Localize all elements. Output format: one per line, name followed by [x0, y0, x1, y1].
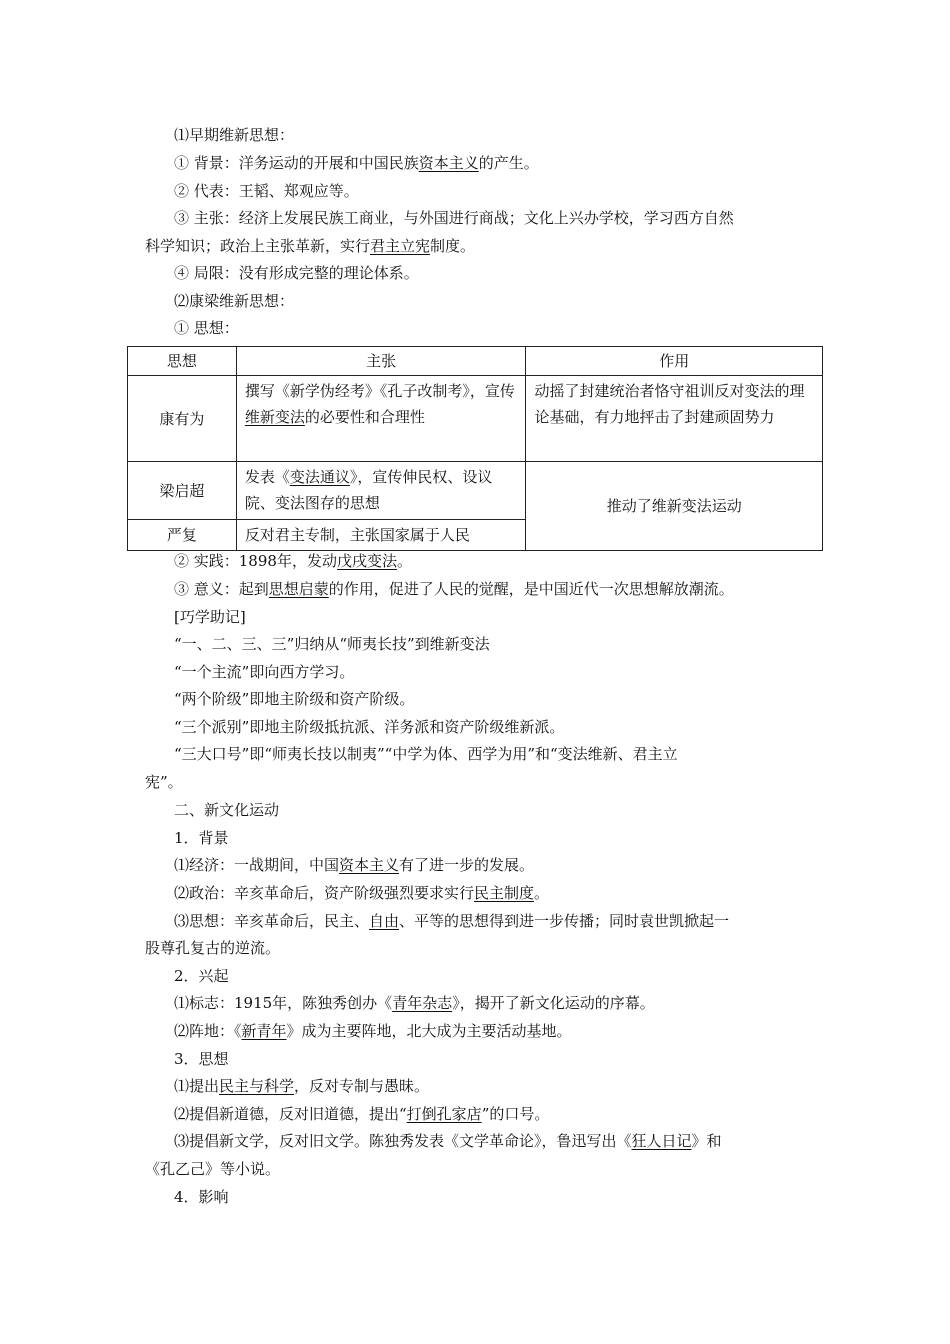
reform-thought-table	[127, 346, 823, 551]
cell-yan-claim: 反对君主专制，主张国家属于人民	[236, 520, 526, 551]
cell-kang-youwei: 康有为	[128, 376, 237, 462]
cell-kang-effect: 动摇了封建统治者恪守祖训反对变法的理论基础，有力地抨击了封建顽固势力	[526, 376, 823, 462]
early-title: ⑴早期维新思想：	[174, 126, 295, 144]
mnemonic-line: “三个派别”即地主阶级抵抗派、洋务派和资产阶级维新派。	[174, 718, 565, 736]
subsection-ideas: 3．思想	[174, 1050, 229, 1068]
bg-economy: ⑴经济：一战期间，中国资本主义有了进一步的发展。	[174, 856, 535, 874]
cell-liang-yan-effect: 推动了维新变法运动	[526, 462, 823, 551]
section-heading: 二、新文化运动	[174, 801, 280, 819]
table-header-row	[128, 347, 823, 376]
mnemonic-line: “一个主流”即向西方学习。	[174, 663, 355, 681]
cell-liang-qichao: 梁启超	[128, 462, 237, 520]
idea-1: ⑴提出民主与科学，反对专制与愚昧。	[174, 1077, 430, 1095]
subsection-rise: 2．兴起	[174, 967, 229, 985]
cell-yan-fu: 严复	[128, 520, 237, 551]
bg-thought-cont: 股尊孔复古的逆流。	[145, 939, 281, 957]
subsection-influence: 4．影响	[174, 1188, 229, 1206]
kl-practice: ② 实践：1898年，发动戊戌变法。	[174, 552, 412, 570]
cell-liang-claim: 发表《变法通议》，宣传伸民权、设议院、变法图存的思想	[236, 462, 526, 520]
cell-kang-claim: 撰写《新学伪经考》《孔子改制考》，宣传维新变法的必要性和合理性	[236, 376, 526, 462]
table-row	[128, 462, 823, 520]
early-representatives: ② 代表：王韬、郑观应等。	[174, 182, 359, 200]
table-row	[128, 376, 823, 462]
subsection-background: 1．背景	[174, 829, 229, 847]
early-claim-line1: ③ 主张：经济上发展民族工商业，与外国进行商战；文化上兴办学校，学习西方自然	[174, 209, 734, 227]
mnemonic-title: [巧学助记]	[174, 608, 246, 626]
early-background: ① 背景：洋务运动的开展和中国民族资本主义的产生。	[174, 154, 539, 172]
bg-politics: ⑵政治：辛亥革命后，资产阶级强烈要求实行民主制度。	[174, 884, 550, 902]
bg-thought: ⑶思想：辛亥革命后，民主、自由、平等的思想得到进一步传播；同时袁世凯掀起一	[174, 912, 730, 930]
header-claim: 主张	[236, 347, 526, 376]
mnemonic-line: “一、二、三、三”归纳从“师夷长技”到维新变法	[174, 635, 490, 653]
rise-marker: ⑴标志：1915年，陈独秀创办《青年杂志》，揭开了新文化运动的序幕。	[174, 994, 655, 1012]
early-limitation: ④ 局限：没有形成完整的理论体系。	[174, 264, 419, 282]
kl-title: ⑵康梁维新思想：	[174, 292, 295, 310]
idea-3: ⑶提倡新文学，反对旧文学。陈独秀发表《文学革命论》，鲁迅写出《狂人日记》和	[174, 1132, 722, 1150]
rise-base: ⑵阵地：《新青年》成为主要阵地，北大成为主要活动基地。	[174, 1022, 572, 1040]
kl-meaning: ③ 意义：起到思想启蒙的作用，促进了人民的觉醒，是中国近代一次思想解放潮流。	[174, 580, 734, 598]
mnemonic-line: “三大口号”即“师夷长技以制夷”“中学为体、西学为用”和“变法维新、君主立	[174, 745, 678, 763]
header-effect: 作用	[526, 347, 823, 376]
mnemonic-line: “两个阶级”即地主阶级和资产阶级。	[174, 690, 415, 708]
header-thought: 思想	[128, 347, 237, 376]
idea-3-cont: 《孔乙己》等小说。	[145, 1160, 281, 1178]
kl-thought: ① 思想：	[174, 319, 239, 337]
idea-2: ⑵提倡新道德，反对旧道德，提出“打倒孔家店”的口号。	[174, 1105, 550, 1123]
mnemonic-line: 宪”。	[145, 773, 183, 791]
early-claim-line2: 科学知识；政治上主张革新，实行君主立宪制度。	[145, 237, 476, 255]
